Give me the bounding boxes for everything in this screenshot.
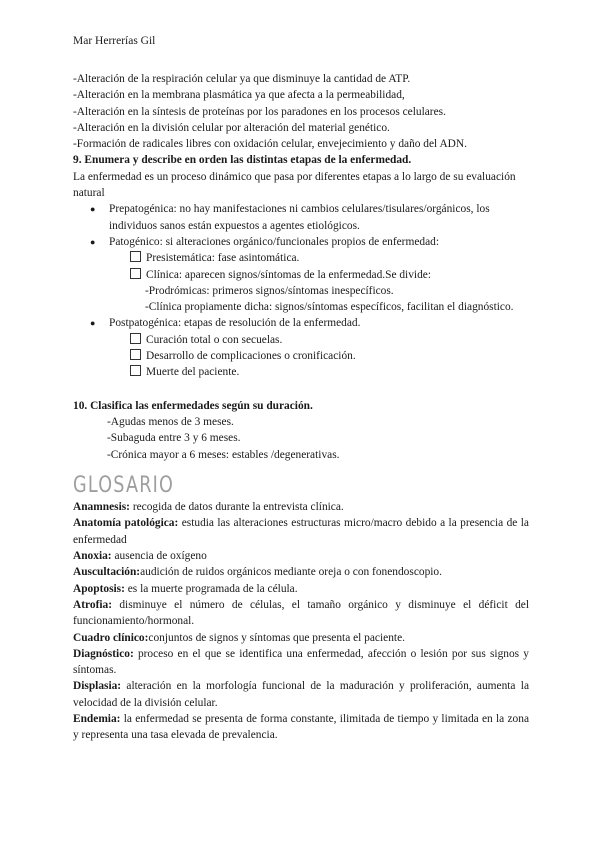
glossary-term: Auscultación: (73, 566, 141, 579)
glossary-entry (73, 564, 529, 580)
glossary-definition: recogida de datos durante la entrevista clínica. (129, 501, 344, 514)
list-item-prepatogenica (90, 201, 529, 234)
question-10-heading: 10. Clasifica las enfermedades según su duración. (73, 399, 313, 412)
glossary-term: Endemia: (73, 712, 121, 725)
author-header: Mar Herrerías Gil (73, 35, 156, 47)
list-item-patogenico (90, 234, 529, 250)
list-item: -Agudas menos de 3 meses. (107, 415, 234, 428)
intro-line: -Alteración en la síntesis de proteínas por los paradones en los procesos celulares. (73, 105, 446, 118)
glossary-definition: disminuye el número de células, el tamaño orgánico y disminuye el déficit del funcionamiento/hormonal. (73, 598, 529, 628)
clinica-propia-text: -Clínica propiamente dicha: signos/síntomas específicos, facilitan el diagnóstico. (145, 301, 514, 314)
glossary-definition: audición de ruidos orgánicos mediante oreja o con fonendoscopio. (140, 566, 442, 579)
glossary-entry (73, 581, 529, 597)
curacion-text: Curación total o con secuelas. (146, 333, 283, 346)
intro-line: -Alteración de la respiración celular ya que disminuye la cantidad de ATP. (73, 73, 411, 85)
glossary-term: Diagnóstico: (73, 647, 134, 660)
glossary-definition: ausencia de oxígeno (111, 550, 207, 563)
glossary-definition: la enfermedad se presenta de forma constante, ilimitada de tiempo y limitada en la zona y representa una tasa elevada de prevalencia. (73, 712, 529, 742)
bullet-icon: ● (90, 204, 96, 215)
glossary-definition: conjuntos de signos y síntomas que presenta el paciente. (148, 631, 405, 644)
glossary-term: Apoptosis: (73, 582, 125, 595)
intro-line: -Formación de radicales libres con oxidación celular, envejecimiento y daño del ADN. (73, 138, 467, 151)
glossary-term: Anatomía patológica: (73, 517, 179, 530)
glossary-term: Displasia: (73, 680, 122, 693)
checkbox-item-curacion (130, 332, 529, 348)
desarrollo-text: Desarrollo de complicaciones o cronificación. (146, 350, 356, 363)
glossary-entry (73, 630, 529, 646)
glossary-entry (73, 597, 529, 630)
glossary-entry (73, 515, 529, 548)
glossary-term: Anoxia: (73, 550, 112, 563)
glossary-entry (73, 548, 529, 564)
checkbox-icon (130, 268, 141, 279)
glossary-entry (73, 646, 529, 679)
list-item-postpatogenica (90, 315, 529, 331)
glossary-term: Cuadro clínico: (73, 631, 149, 644)
question-9-heading: 9. Enumera y describe en orden las distintas etapas de la enfermedad. (73, 154, 412, 167)
bullet-icon: ● (90, 318, 96, 329)
clinica-text: Clínica: aparecen signos/síntomas de la enfermedad.Se divide: (146, 268, 431, 281)
bullet-icon: ● (90, 236, 96, 247)
glossary-definition: estudia las alteraciones estructuras micro/macro debido a la presencia de la enfermedad (73, 517, 529, 546)
glossary-title: GLOSARIO (73, 472, 175, 498)
glossary-definition: proceso en el que se identifica una enfermedad, afección o lesión por sus signos y síntomas. (73, 647, 529, 677)
checkbox-icon (130, 251, 141, 262)
patogenico-text: Patogénico: si alteraciones orgánico/funcionales propios de enfermedad: (109, 235, 440, 248)
checkbox-icon (130, 349, 141, 360)
checkbox-icon (130, 333, 141, 344)
prodromicas-text: -Prodrómicas: primeros signos/síntomas inespecíficos. (145, 284, 394, 297)
glossary-definition: es la muerte programada de la célula. (124, 582, 298, 595)
glossary-term: Anamnesis: (73, 501, 130, 514)
glossary-term: Atrofia: (73, 598, 113, 611)
question-10-list (107, 414, 529, 463)
muerte-text: Muerte del paciente. (146, 366, 240, 379)
postpatogenica-text: Postpatogénica: etapas de resolución de la enfermedad. (109, 317, 361, 330)
question-9-text: La enfermedad es un proceso dinámico que pasa por diferentes etapas a lo largo de su evaluación natural (73, 170, 516, 200)
document-body (73, 71, 529, 744)
checkbox-icon (130, 365, 141, 376)
glossary-entry (73, 711, 529, 744)
prepatogenica-text: Prepatogénica: no hay manifestaciones ni cambios celulares/tisulares/orgánicos, los individuos sanos están expuestos a agentes etiológicos. (109, 203, 490, 232)
intro-line: -Alteración en la membrana plasmática ya que afecta a la permeabilidad, (73, 89, 405, 102)
list-item: -Crónica mayor a 6 meses: estables /degenerativas. (107, 448, 340, 461)
presistematica-text: Presistemática: fase asintomática. (146, 252, 300, 265)
checkbox-item-desarrollo (130, 348, 529, 364)
glossary-list (73, 499, 529, 743)
checkbox-item-presistematica (130, 250, 529, 266)
list-item: -Subaguda entre 3 y 6 meses. (107, 432, 241, 445)
glossary-entry (73, 678, 529, 711)
intro-line: -Alteración en la división celular por alteración del material genético. (73, 121, 390, 134)
checkbox-item-clinica (130, 267, 529, 283)
glossary-entry (73, 499, 529, 515)
glossary-definition: alteración en la morfología funcional de la maduración y proliferación, aumenta la velocidad de la división celular. (73, 680, 529, 709)
checkbox-item-muerte (130, 364, 529, 380)
